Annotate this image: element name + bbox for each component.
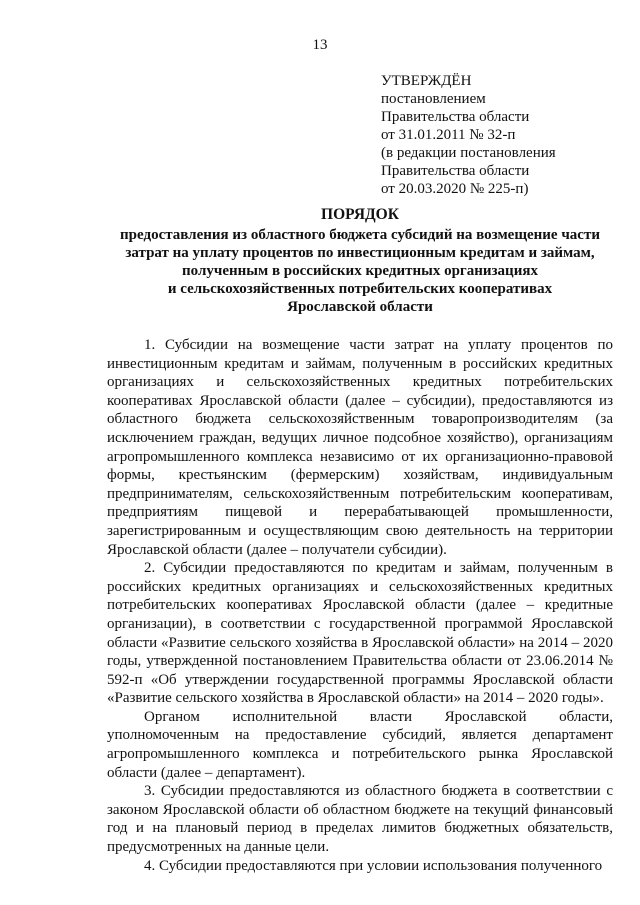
document-body [107,336,613,875]
document-subtitle-line: предоставления из областного бюджета субсидий на возмещение части [120,227,600,243]
approval-line: Правительства области [381,163,530,179]
document-subtitle-line: Ярославской области [287,299,433,315]
document-subtitle-line: и сельскохозяйственных потребительских кооперативах [167,281,553,297]
approval-stamp [381,72,631,198]
document-subtitle-line: затрат на уплату процентов по инвестиционным кредитам и займам, [125,245,595,261]
page-number: 13 [312,37,328,53]
document-subtitle-line: полученным в российских кредитных организациях [182,263,538,279]
approval-line: УТВЕРЖДЁН [381,73,472,89]
approval-line: постановлением [381,91,486,107]
approval-line: Правительства области [381,109,530,125]
paragraph-1: 1. Субсидии на возмещение части затрат на уплату процентов по инвестиционным кредитам и займам, полученным в российских кредитных организациях и сельскохозяйственных кредитных потребительских кооперативах Ярославской области (далее – субсидии), предоставляются из областного бюджета сельскохозяйственным товаропроизводителям (за исключением граждан, ведущих личное подсобное хозяйство), организациям агропромышленного комплекса независимо от их организационно-правовой формы, крестьянским (фермерским) хозяйствам, индивидуальным предпринимателям, сельскохозяйственным потребительским кооперативам, предприятиям пищевой и перерабатывающей промышленности, зарегистрированным и осуществляющим свою деятельность на территории Ярославской области (далее – получатели субсидии). [107,337,613,558]
document-heading [100,206,620,316]
paragraph-4: 4. Субсидии предоставляются при условии использования полученного [144,857,603,874]
approval-line: (в редакции постановления [381,145,556,161]
paragraph-2: 2. Субсидии предоставляются по кредитам и займам, полученным в российских кредитных организациях и сельскохозяйственных кредитных потребительских кооперативах Ярославской области (далее – кредитные организации), в соответствии с государственной программой Ярославской области «Развитие сельского хозяйства в Ярославской области» на 2014 – 2020 годы, утвержденной постановлением Правительства области от 23.06.2014 № 592-п «Об утверждении государственной программы Ярославской области «Развитие сельского хозяйства в Ярославской области» на 2014 – 2020 годы». [107,560,613,707]
paragraph-2-continuation: Органом исполнительной власти Ярославской области, уполномоченным на предоставление субсидий, является департамент агропромышленного комплекса и потребительского рынка Ярославской области (далее – департамент). [107,708,613,781]
approval-line: от 31.01.2011 № 32-п [381,127,516,143]
approval-line: от 20.03.2020 № 225-п) [381,181,529,197]
document-title: ПОРЯДОК [321,206,399,223]
paragraph-3: 3. Субсидии предоставляются из областного бюджета в соответствии с законом Ярославской области об областном бюджете на текущий финансовый год и на плановый период в пределах лимитов бюджетных обязательств, предусмотренных на данные цели. [107,783,613,856]
